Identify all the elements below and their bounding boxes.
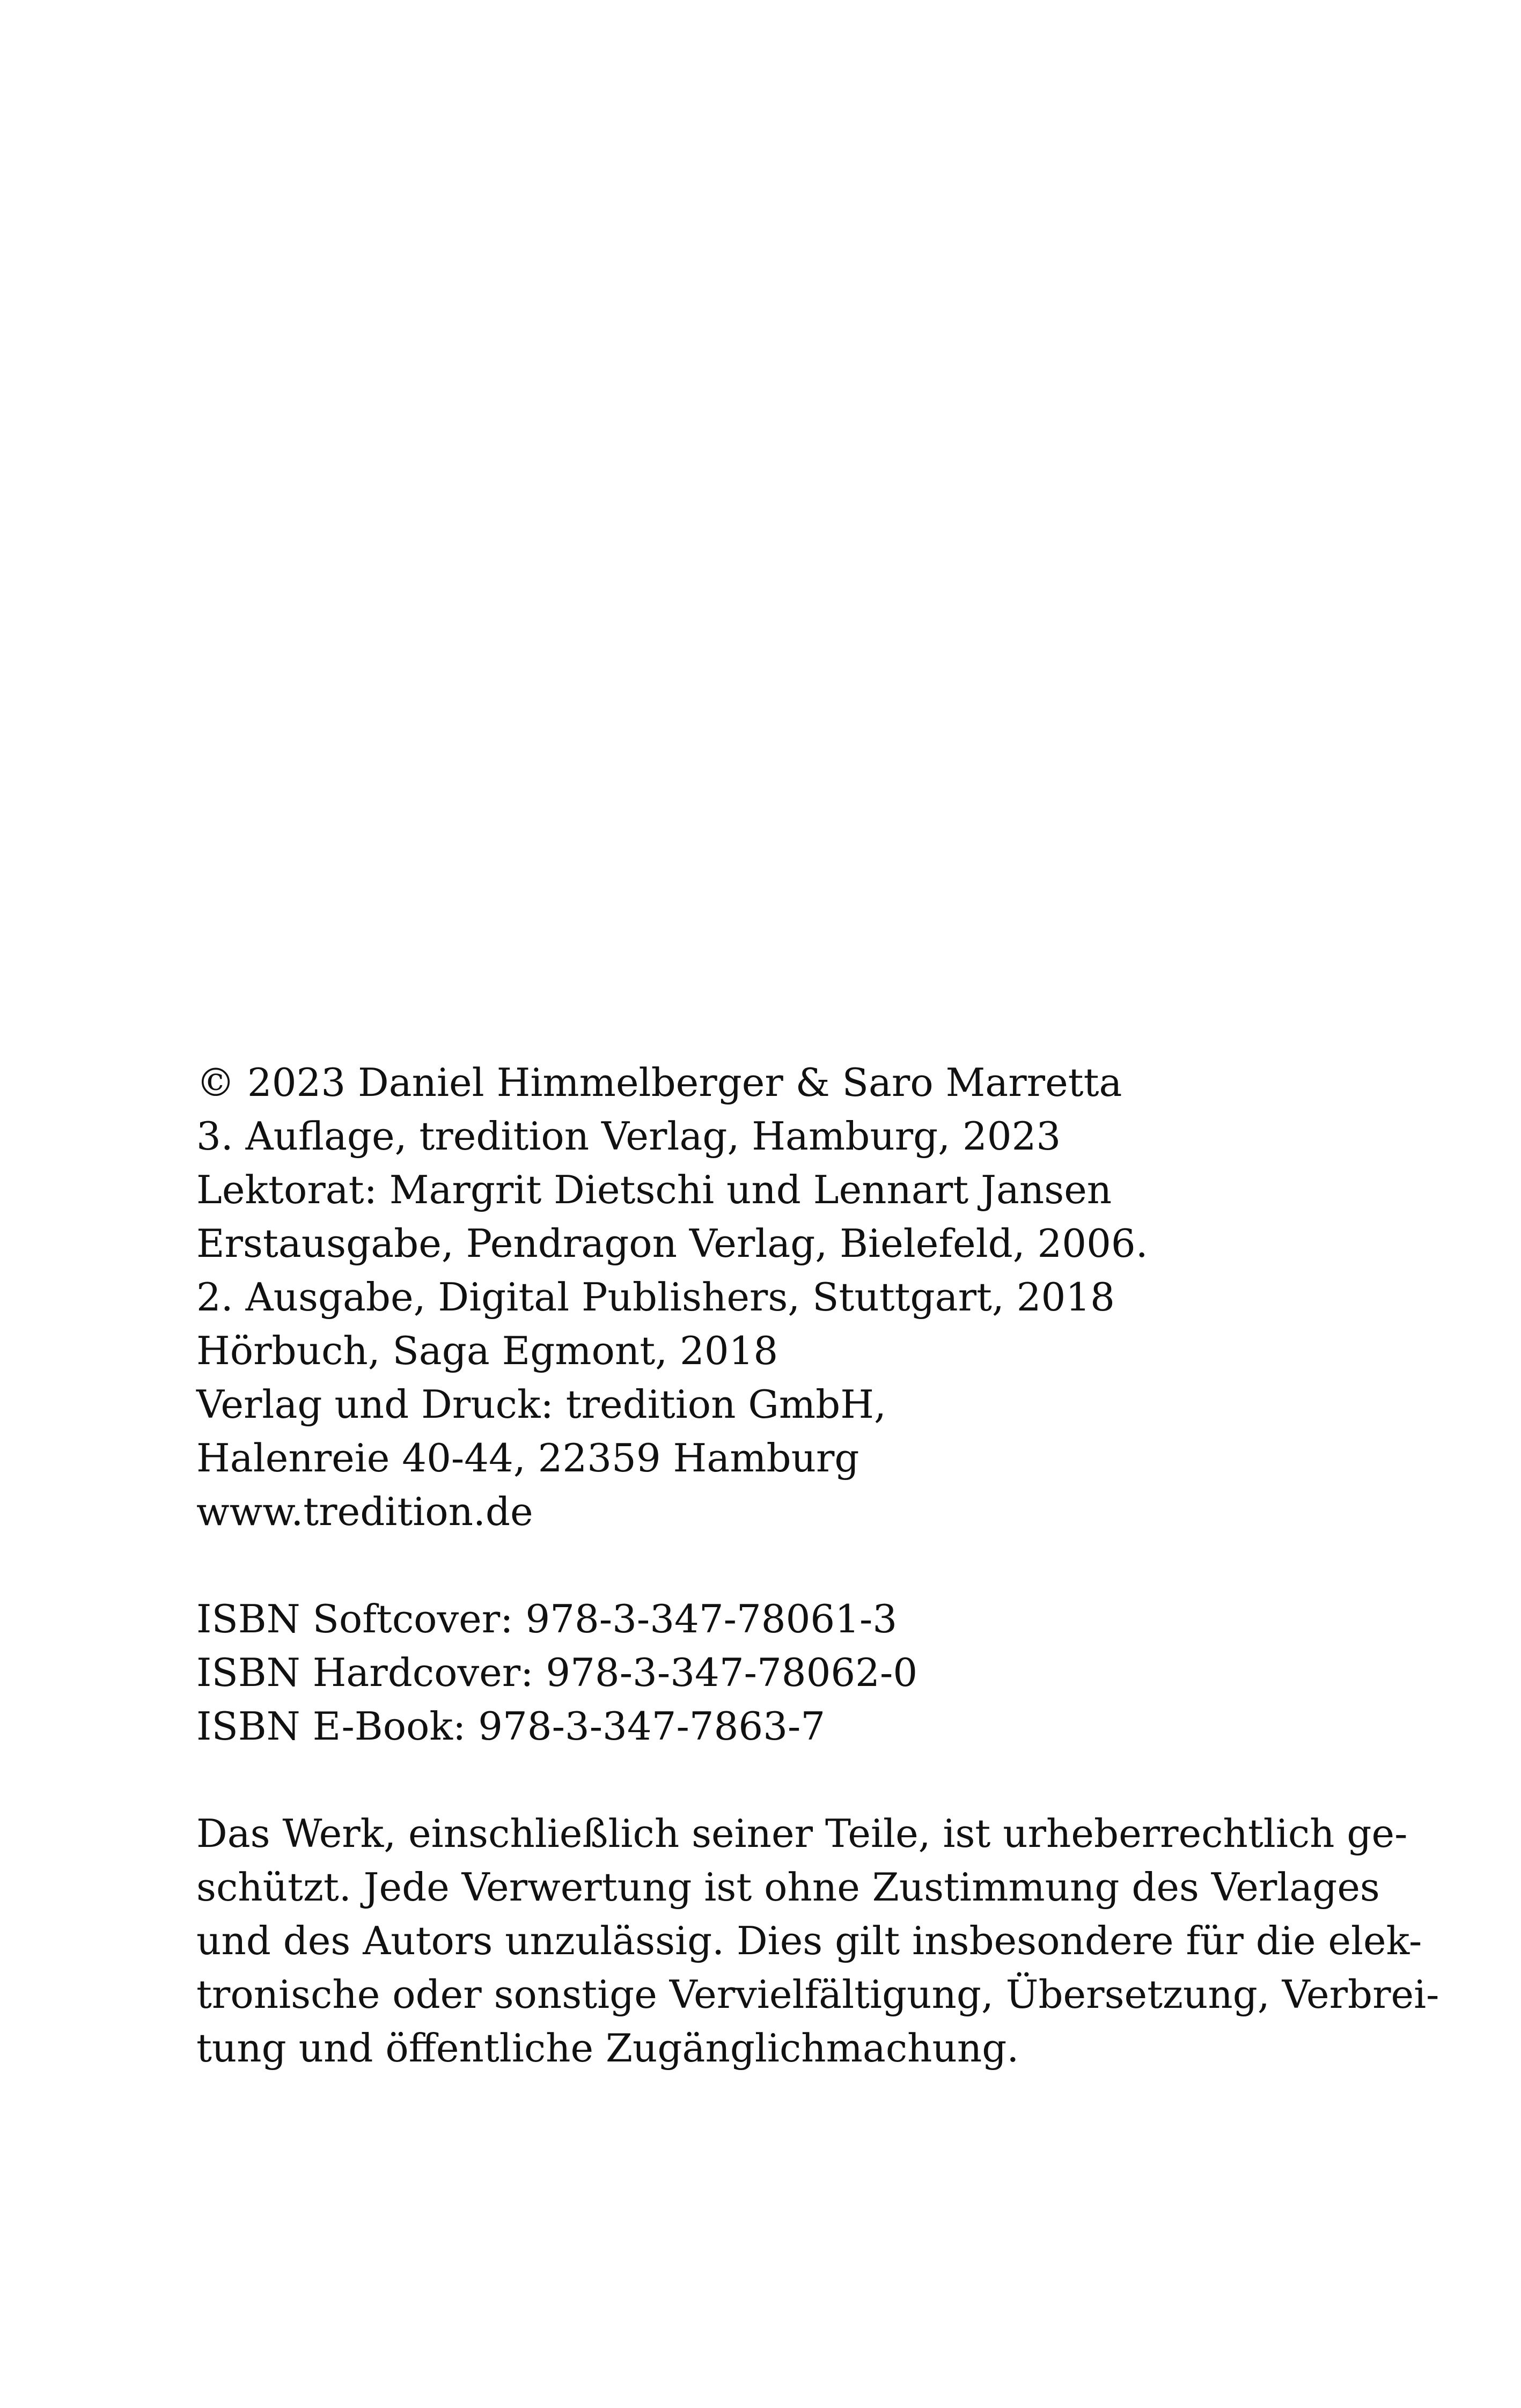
publisher-line: Verlag und Druck: tredition GmbH,	[196, 1382, 886, 1427]
publisher-website-line: www.tredition.de	[196, 1489, 533, 1534]
editing-line: Lektorat: Margrit Dietschi und Lennart Jansen	[196, 1167, 1112, 1212]
isbn-hardcover-line: ISBN Hardcover: 978-3-347-78062-0	[196, 1650, 918, 1695]
publisher-address-line: Halenreie 40-44, 22359 Hamburg	[196, 1435, 859, 1481]
copyright-notice-line: und des Autors unzulässig. Dies gilt insbesondere für die elek-	[196, 1918, 1422, 1963]
copyright-notice-line: tung und öffentliche Zugänglichmachung.	[196, 2026, 1019, 2071]
copyright-notice	[196, 1807, 1439, 2075]
isbn-section	[196, 1592, 1335, 1753]
copyright-line: © 2023 Daniel Himmelberger & Saro Marretta	[196, 1060, 1122, 1105]
isbn-softcover-line: ISBN Softcover: 978-3-347-78061-3	[196, 1596, 898, 1641]
second-edition-line: 2. Ausgabe, Digital Publishers, Stuttgart, 2018	[196, 1275, 1115, 1320]
isbn-ebook-line: ISBN E-Book: 978-3-347-7863-7	[196, 1704, 826, 1749]
imprint-section	[196, 1056, 1439, 2075]
copyright-notice-line: tronische oder sonstige Vervielfältigung, Übersetzung, Verbrei-	[196, 1972, 1439, 2017]
publication-details	[196, 1056, 1335, 1538]
first-edition-line: Erstausgabe, Pendragon Verlag, Bielefeld, 2006.	[196, 1221, 1148, 1266]
copyright-notice-line: Das Werk, einschließlich seiner Teile, ist urheberrechtlich ge-	[196, 1811, 1408, 1856]
audiobook-line: Hörbuch, Saga Egmont, 2018	[196, 1328, 778, 1373]
edition-line: 3. Auflage, tredition Verlag, Hamburg, 2023	[196, 1114, 1061, 1159]
copyright-notice-line: schützt. Jede Verwertung ist ohne Zustimmung des Verlages	[196, 1865, 1380, 1910]
